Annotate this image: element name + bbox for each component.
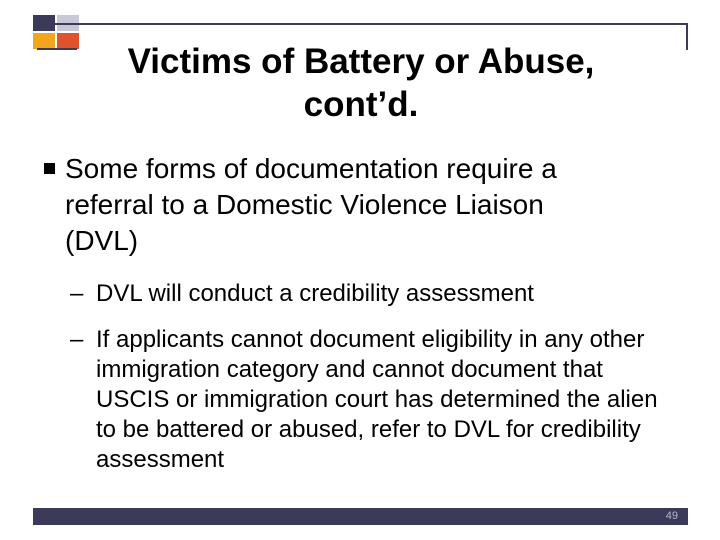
decor-square-orange xyxy=(33,33,55,49)
main-bullet-text: Some forms of documentation require a referral to a Domestic Violence Liaison (DVL) xyxy=(65,153,557,256)
main-bullet xyxy=(36,151,616,259)
footer-bar xyxy=(33,508,688,525)
title-line-1: Victims of Battery or Abuse, xyxy=(127,42,595,81)
left-rule xyxy=(37,48,77,50)
sub-bullet xyxy=(70,325,670,475)
right-vertical-rule xyxy=(686,23,688,50)
square-bullet-icon xyxy=(44,163,55,174)
top-rule xyxy=(33,23,688,25)
slide-title xyxy=(80,40,642,126)
sub-bullet-text: DVL will conduct a credibility assessment xyxy=(96,280,534,307)
sub-bullet-text: If applicants cannot document eligibility in any other immigration category and cannot document that USCIS or immigration court has determined the alien to be battered or abused, refer to DVL for credibility assessment xyxy=(96,326,658,473)
title-line-2: cont’d. xyxy=(303,85,419,124)
dash-bullet-icon: – xyxy=(70,326,84,353)
decor-square-red xyxy=(57,33,79,49)
sub-bullet xyxy=(70,279,670,309)
page-number: 49 xyxy=(665,510,678,522)
dash-bullet-icon: – xyxy=(70,280,84,307)
